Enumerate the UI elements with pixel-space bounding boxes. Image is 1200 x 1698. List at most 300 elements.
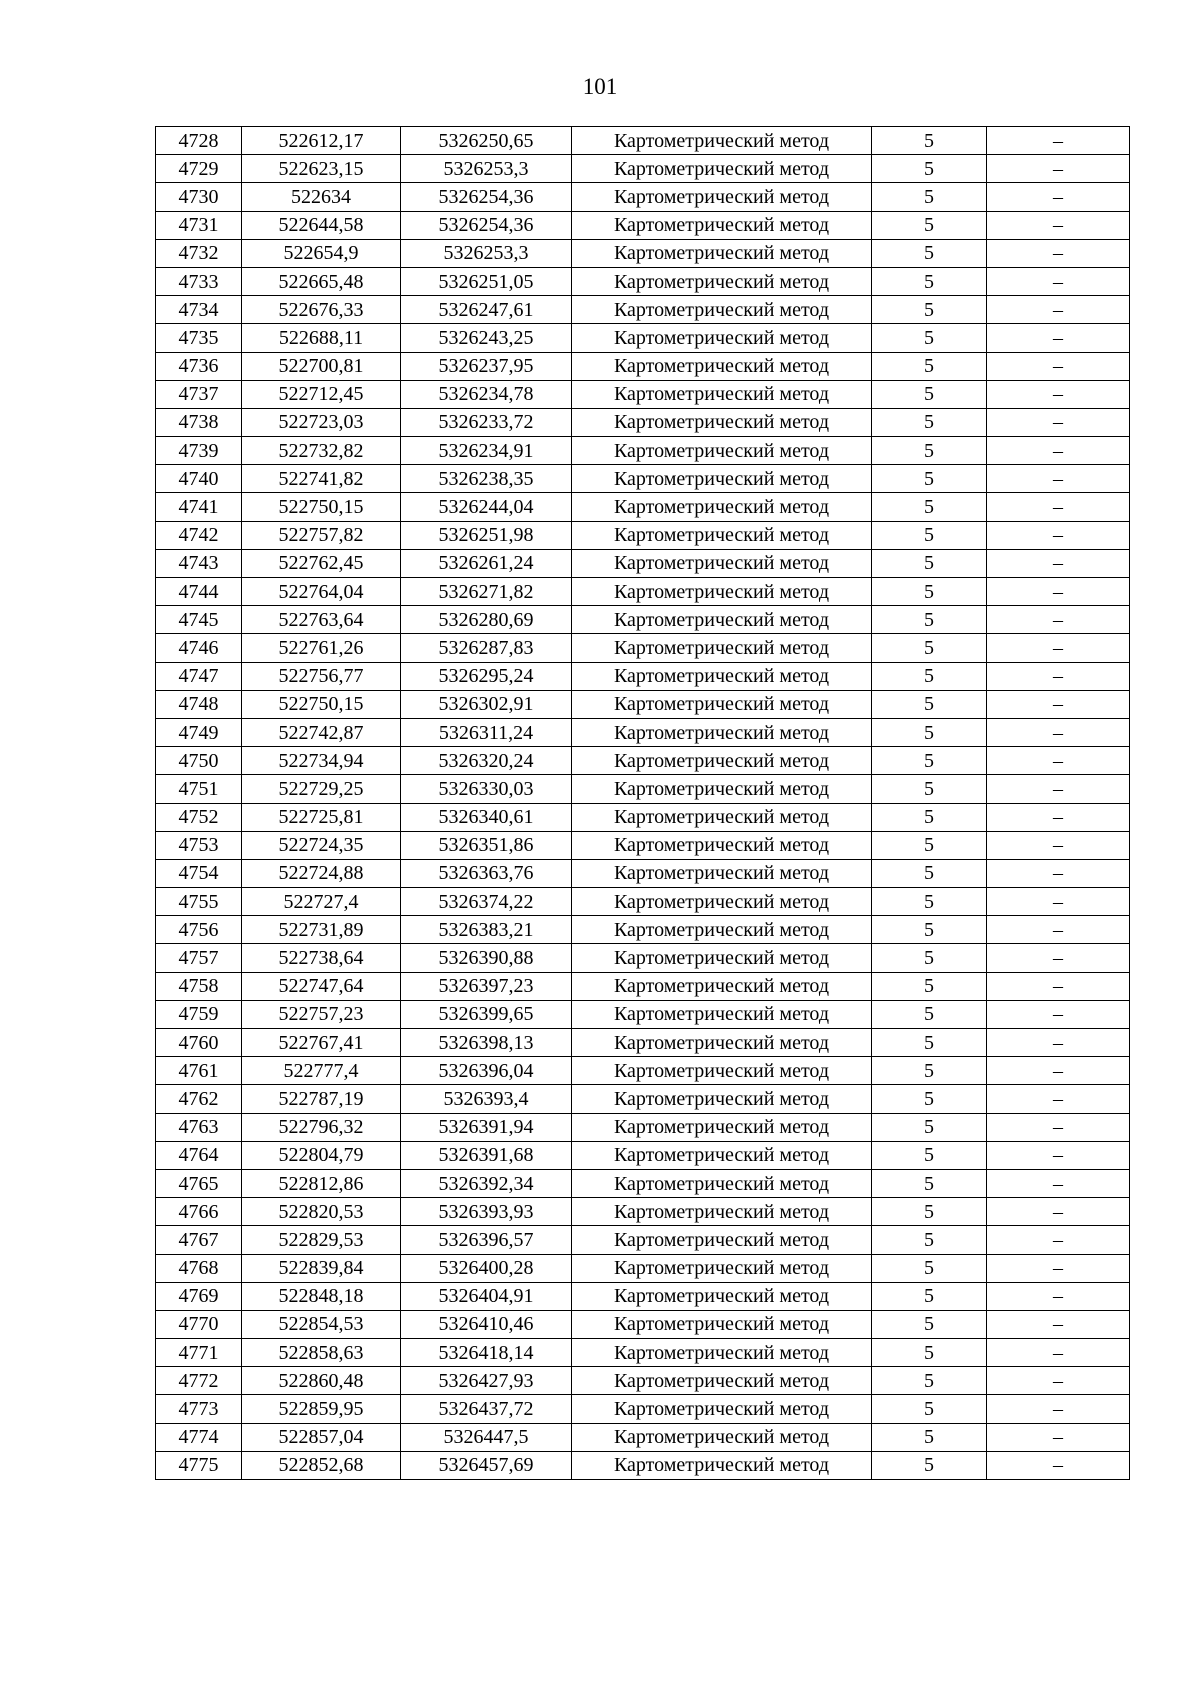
accuracy-cell: 5 xyxy=(872,1029,987,1057)
method-cell: Картометрический метод xyxy=(572,127,872,155)
method-cell: Картометрический метод xyxy=(572,944,872,972)
note-cell: – xyxy=(987,211,1130,239)
point-number-cell: 4747 xyxy=(156,662,242,690)
x-coordinate-cell: 522857,04 xyxy=(242,1423,401,1451)
table-row xyxy=(156,1141,1130,1169)
accuracy-cell: 5 xyxy=(872,1057,987,1085)
y-coordinate-cell: 5326238,35 xyxy=(401,465,572,493)
table-row xyxy=(156,239,1130,267)
table-row xyxy=(156,662,1130,690)
accuracy-cell: 5 xyxy=(872,352,987,380)
accuracy-cell: 5 xyxy=(872,324,987,352)
method-cell: Картометрический метод xyxy=(572,296,872,324)
note-cell: – xyxy=(987,437,1130,465)
table-row xyxy=(156,521,1130,549)
y-coordinate-cell: 5326251,98 xyxy=(401,521,572,549)
table-row xyxy=(156,1226,1130,1254)
note-cell: – xyxy=(987,1226,1130,1254)
y-coordinate-cell: 5326410,46 xyxy=(401,1310,572,1338)
accuracy-cell: 5 xyxy=(872,1339,987,1367)
x-coordinate-cell: 522787,19 xyxy=(242,1085,401,1113)
point-number-cell: 4758 xyxy=(156,972,242,1000)
y-coordinate-cell: 5326261,24 xyxy=(401,549,572,577)
method-cell: Картометрический метод xyxy=(572,1085,872,1113)
table-row xyxy=(156,916,1130,944)
note-cell: – xyxy=(987,1367,1130,1395)
point-number-cell: 4745 xyxy=(156,606,242,634)
point-number-cell: 4749 xyxy=(156,718,242,746)
x-coordinate-cell: 522712,45 xyxy=(242,380,401,408)
y-coordinate-cell: 5326392,34 xyxy=(401,1169,572,1197)
x-coordinate-cell: 522852,68 xyxy=(242,1451,401,1479)
x-coordinate-cell: 522644,58 xyxy=(242,211,401,239)
table-row xyxy=(156,606,1130,634)
method-cell: Картометрический метод xyxy=(572,775,872,803)
x-coordinate-cell: 522665,48 xyxy=(242,267,401,295)
x-coordinate-cell: 522700,81 xyxy=(242,352,401,380)
y-coordinate-cell: 5326418,14 xyxy=(401,1339,572,1367)
x-coordinate-cell: 522764,04 xyxy=(242,578,401,606)
y-coordinate-cell: 5326404,91 xyxy=(401,1282,572,1310)
table-row xyxy=(156,972,1130,1000)
note-cell: – xyxy=(987,155,1130,183)
point-number-cell: 4743 xyxy=(156,549,242,577)
note-cell: – xyxy=(987,1310,1130,1338)
y-coordinate-cell: 5326311,24 xyxy=(401,718,572,746)
point-number-cell: 4762 xyxy=(156,1085,242,1113)
note-cell: – xyxy=(987,183,1130,211)
accuracy-cell: 5 xyxy=(872,521,987,549)
method-cell: Картометрический метод xyxy=(572,1198,872,1226)
method-cell: Картометрический метод xyxy=(572,324,872,352)
x-coordinate-cell: 522796,32 xyxy=(242,1113,401,1141)
point-number-cell: 4736 xyxy=(156,352,242,380)
method-cell: Картометрический метод xyxy=(572,1254,872,1282)
note-cell: – xyxy=(987,718,1130,746)
x-coordinate-cell: 522734,94 xyxy=(242,747,401,775)
method-cell: Картометрический метод xyxy=(572,465,872,493)
y-coordinate-cell: 5326399,65 xyxy=(401,1000,572,1028)
method-cell: Картометрический метод xyxy=(572,1113,872,1141)
x-coordinate-cell: 522724,88 xyxy=(242,859,401,887)
point-number-cell: 4744 xyxy=(156,578,242,606)
accuracy-cell: 5 xyxy=(872,1395,987,1423)
method-cell: Картометрический метод xyxy=(572,972,872,1000)
accuracy-cell: 5 xyxy=(872,183,987,211)
method-cell: Картометрический метод xyxy=(572,1282,872,1310)
accuracy-cell: 5 xyxy=(872,831,987,859)
y-coordinate-cell: 5326234,78 xyxy=(401,380,572,408)
x-coordinate-cell: 522854,53 xyxy=(242,1310,401,1338)
method-cell: Картометрический метод xyxy=(572,1057,872,1085)
y-coordinate-cell: 5326391,68 xyxy=(401,1141,572,1169)
method-cell: Картометрический метод xyxy=(572,803,872,831)
method-cell: Картометрический метод xyxy=(572,1169,872,1197)
x-coordinate-cell: 522731,89 xyxy=(242,916,401,944)
point-number-cell: 4754 xyxy=(156,859,242,887)
method-cell: Картометрический метод xyxy=(572,1367,872,1395)
accuracy-cell: 5 xyxy=(872,1367,987,1395)
x-coordinate-cell: 522860,48 xyxy=(242,1367,401,1395)
note-cell: – xyxy=(987,1057,1130,1085)
method-cell: Картометрический метод xyxy=(572,1029,872,1057)
table-row xyxy=(156,1085,1130,1113)
accuracy-cell: 5 xyxy=(872,775,987,803)
table-row xyxy=(156,1310,1130,1338)
point-number-cell: 4759 xyxy=(156,1000,242,1028)
note-cell: – xyxy=(987,267,1130,295)
accuracy-cell: 5 xyxy=(872,859,987,887)
point-number-cell: 4766 xyxy=(156,1198,242,1226)
accuracy-cell: 5 xyxy=(872,803,987,831)
table-row xyxy=(156,408,1130,436)
method-cell: Картометрический метод xyxy=(572,916,872,944)
point-number-cell: 4774 xyxy=(156,1423,242,1451)
table-row xyxy=(156,211,1130,239)
note-cell: – xyxy=(987,634,1130,662)
point-number-cell: 4753 xyxy=(156,831,242,859)
table-row xyxy=(156,944,1130,972)
table-row xyxy=(156,1339,1130,1367)
table-row xyxy=(156,380,1130,408)
point-number-cell: 4731 xyxy=(156,211,242,239)
x-coordinate-cell: 522858,63 xyxy=(242,1339,401,1367)
accuracy-cell: 5 xyxy=(872,662,987,690)
y-coordinate-cell: 5326234,91 xyxy=(401,437,572,465)
x-coordinate-cell: 522763,64 xyxy=(242,606,401,634)
method-cell: Картометрический метод xyxy=(572,437,872,465)
table-row xyxy=(156,155,1130,183)
x-coordinate-cell: 522804,79 xyxy=(242,1141,401,1169)
table-row xyxy=(156,1198,1130,1226)
x-coordinate-cell: 522820,53 xyxy=(242,1198,401,1226)
method-cell: Картометрический метод xyxy=(572,239,872,267)
y-coordinate-cell: 5326383,21 xyxy=(401,916,572,944)
y-coordinate-cell: 5326302,91 xyxy=(401,690,572,718)
accuracy-cell: 5 xyxy=(872,1113,987,1141)
note-cell: – xyxy=(987,1423,1130,1451)
note-cell: – xyxy=(987,408,1130,436)
accuracy-cell: 5 xyxy=(872,1198,987,1226)
note-cell: – xyxy=(987,578,1130,606)
point-number-cell: 4767 xyxy=(156,1226,242,1254)
y-coordinate-cell: 5326390,88 xyxy=(401,944,572,972)
note-cell: – xyxy=(987,1113,1130,1141)
y-coordinate-cell: 5326400,28 xyxy=(401,1254,572,1282)
method-cell: Картометрический метод xyxy=(572,1310,872,1338)
x-coordinate-cell: 522829,53 xyxy=(242,1226,401,1254)
accuracy-cell: 5 xyxy=(872,1226,987,1254)
table-row xyxy=(156,1169,1130,1197)
table-row xyxy=(156,465,1130,493)
method-cell: Картометрический метод xyxy=(572,662,872,690)
point-number-cell: 4733 xyxy=(156,267,242,295)
note-cell: – xyxy=(987,1282,1130,1310)
note-cell: – xyxy=(987,1169,1130,1197)
point-number-cell: 4732 xyxy=(156,239,242,267)
note-cell: – xyxy=(987,1141,1130,1169)
x-coordinate-cell: 522777,4 xyxy=(242,1057,401,1085)
x-coordinate-cell: 522723,03 xyxy=(242,408,401,436)
table-row xyxy=(156,1000,1130,1028)
method-cell: Картометрический метод xyxy=(572,1339,872,1367)
table-row xyxy=(156,859,1130,887)
method-cell: Картометрический метод xyxy=(572,1423,872,1451)
note-cell: – xyxy=(987,352,1130,380)
point-number-cell: 4748 xyxy=(156,690,242,718)
accuracy-cell: 5 xyxy=(872,296,987,324)
point-number-cell: 4773 xyxy=(156,1395,242,1423)
method-cell: Картометрический метод xyxy=(572,606,872,634)
table-body xyxy=(156,127,1130,1480)
table-row xyxy=(156,352,1130,380)
y-coordinate-cell: 5326393,4 xyxy=(401,1085,572,1113)
note-cell: – xyxy=(987,521,1130,549)
method-cell: Картометрический метод xyxy=(572,267,872,295)
y-coordinate-cell: 5326243,25 xyxy=(401,324,572,352)
method-cell: Картометрический метод xyxy=(572,521,872,549)
note-cell: – xyxy=(987,775,1130,803)
x-coordinate-cell: 522729,25 xyxy=(242,775,401,803)
table-row xyxy=(156,1057,1130,1085)
accuracy-cell: 5 xyxy=(872,916,987,944)
y-coordinate-cell: 5326351,86 xyxy=(401,831,572,859)
point-number-cell: 4740 xyxy=(156,465,242,493)
point-number-cell: 4775 xyxy=(156,1451,242,1479)
method-cell: Картометрический метод xyxy=(572,634,872,662)
accuracy-cell: 5 xyxy=(872,690,987,718)
point-number-cell: 4739 xyxy=(156,437,242,465)
note-cell: – xyxy=(987,1339,1130,1367)
note-cell: – xyxy=(987,239,1130,267)
point-number-cell: 4772 xyxy=(156,1367,242,1395)
method-cell: Картометрический метод xyxy=(572,183,872,211)
table-row xyxy=(156,1451,1130,1479)
accuracy-cell: 5 xyxy=(872,1141,987,1169)
y-coordinate-cell: 5326437,72 xyxy=(401,1395,572,1423)
method-cell: Картометрический метод xyxy=(572,352,872,380)
table-row xyxy=(156,324,1130,352)
y-coordinate-cell: 5326447,5 xyxy=(401,1423,572,1451)
accuracy-cell: 5 xyxy=(872,380,987,408)
table-row xyxy=(156,718,1130,746)
table-row xyxy=(156,1395,1130,1423)
y-coordinate-cell: 5326340,61 xyxy=(401,803,572,831)
note-cell: – xyxy=(987,549,1130,577)
point-number-cell: 4756 xyxy=(156,916,242,944)
y-coordinate-cell: 5326247,61 xyxy=(401,296,572,324)
method-cell: Картометрический метод xyxy=(572,690,872,718)
y-coordinate-cell: 5326391,94 xyxy=(401,1113,572,1141)
accuracy-cell: 5 xyxy=(872,127,987,155)
method-cell: Картометрический метод xyxy=(572,831,872,859)
table-row xyxy=(156,888,1130,916)
y-coordinate-cell: 5326244,04 xyxy=(401,493,572,521)
x-coordinate-cell: 522634 xyxy=(242,183,401,211)
note-cell: – xyxy=(987,662,1130,690)
note-cell: – xyxy=(987,888,1130,916)
point-number-cell: 4768 xyxy=(156,1254,242,1282)
note-cell: – xyxy=(987,1000,1130,1028)
accuracy-cell: 5 xyxy=(872,634,987,662)
table-row xyxy=(156,296,1130,324)
point-number-cell: 4757 xyxy=(156,944,242,972)
note-cell: – xyxy=(987,944,1130,972)
x-coordinate-cell: 522767,41 xyxy=(242,1029,401,1057)
note-cell: – xyxy=(987,916,1130,944)
point-number-cell: 4764 xyxy=(156,1141,242,1169)
table-row xyxy=(156,493,1130,521)
x-coordinate-cell: 522623,15 xyxy=(242,155,401,183)
note-cell: – xyxy=(987,1085,1130,1113)
point-number-cell: 4750 xyxy=(156,747,242,775)
point-number-cell: 4771 xyxy=(156,1339,242,1367)
point-number-cell: 4735 xyxy=(156,324,242,352)
table-row xyxy=(156,1423,1130,1451)
point-number-cell: 4734 xyxy=(156,296,242,324)
x-coordinate-cell: 522756,77 xyxy=(242,662,401,690)
table-row xyxy=(156,803,1130,831)
x-coordinate-cell: 522612,17 xyxy=(242,127,401,155)
accuracy-cell: 5 xyxy=(872,578,987,606)
note-cell: – xyxy=(987,831,1130,859)
method-cell: Картометрический метод xyxy=(572,408,872,436)
method-cell: Картометрический метод xyxy=(572,155,872,183)
point-number-cell: 4765 xyxy=(156,1169,242,1197)
method-cell: Картометрический метод xyxy=(572,578,872,606)
accuracy-cell: 5 xyxy=(872,1085,987,1113)
accuracy-cell: 5 xyxy=(872,972,987,1000)
y-coordinate-cell: 5326250,65 xyxy=(401,127,572,155)
table-row xyxy=(156,578,1130,606)
x-coordinate-cell: 522839,84 xyxy=(242,1254,401,1282)
y-coordinate-cell: 5326363,76 xyxy=(401,859,572,887)
method-cell: Картометрический метод xyxy=(572,549,872,577)
table-row xyxy=(156,690,1130,718)
method-cell: Картометрический метод xyxy=(572,380,872,408)
accuracy-cell: 5 xyxy=(872,211,987,239)
table-row xyxy=(156,267,1130,295)
method-cell: Картометрический метод xyxy=(572,1000,872,1028)
method-cell: Картометрический метод xyxy=(572,1451,872,1479)
accuracy-cell: 5 xyxy=(872,888,987,916)
note-cell: – xyxy=(987,690,1130,718)
y-coordinate-cell: 5326251,05 xyxy=(401,267,572,295)
note-cell: – xyxy=(987,1395,1130,1423)
method-cell: Картометрический метод xyxy=(572,493,872,521)
accuracy-cell: 5 xyxy=(872,267,987,295)
method-cell: Картометрический метод xyxy=(572,211,872,239)
note-cell: – xyxy=(987,465,1130,493)
accuracy-cell: 5 xyxy=(872,549,987,577)
x-coordinate-cell: 522654,9 xyxy=(242,239,401,267)
x-coordinate-cell: 522741,82 xyxy=(242,465,401,493)
y-coordinate-cell: 5326427,93 xyxy=(401,1367,572,1395)
y-coordinate-cell: 5326396,57 xyxy=(401,1226,572,1254)
accuracy-cell: 5 xyxy=(872,1169,987,1197)
x-coordinate-cell: 522762,45 xyxy=(242,549,401,577)
note-cell: – xyxy=(987,606,1130,634)
page-number: 101 xyxy=(582,74,618,99)
point-number-cell: 4770 xyxy=(156,1310,242,1338)
accuracy-cell: 5 xyxy=(872,606,987,634)
method-cell: Картометрический метод xyxy=(572,859,872,887)
point-number-cell: 4763 xyxy=(156,1113,242,1141)
method-cell: Картометрический метод xyxy=(572,888,872,916)
y-coordinate-cell: 5326253,3 xyxy=(401,155,572,183)
table-row xyxy=(156,1029,1130,1057)
y-coordinate-cell: 5326254,36 xyxy=(401,183,572,211)
accuracy-cell: 5 xyxy=(872,493,987,521)
table-row xyxy=(156,831,1130,859)
point-number-cell: 4738 xyxy=(156,408,242,436)
note-cell: – xyxy=(987,747,1130,775)
accuracy-cell: 5 xyxy=(872,437,987,465)
coordinates-table xyxy=(155,126,1130,1480)
accuracy-cell: 5 xyxy=(872,155,987,183)
point-number-cell: 4761 xyxy=(156,1057,242,1085)
note-cell: – xyxy=(987,803,1130,831)
table-row xyxy=(156,1113,1130,1141)
x-coordinate-cell: 522742,87 xyxy=(242,718,401,746)
note-cell: – xyxy=(987,972,1130,1000)
table-row xyxy=(156,127,1130,155)
y-coordinate-cell: 5326396,04 xyxy=(401,1057,572,1085)
point-number-cell: 4755 xyxy=(156,888,242,916)
y-coordinate-cell: 5326330,03 xyxy=(401,775,572,803)
x-coordinate-cell: 522848,18 xyxy=(242,1282,401,1310)
accuracy-cell: 5 xyxy=(872,747,987,775)
accuracy-cell: 5 xyxy=(872,1451,987,1479)
point-number-cell: 4741 xyxy=(156,493,242,521)
table-row xyxy=(156,1282,1130,1310)
accuracy-cell: 5 xyxy=(872,408,987,436)
note-cell: – xyxy=(987,127,1130,155)
table-row xyxy=(156,1254,1130,1282)
table-row xyxy=(156,437,1130,465)
accuracy-cell: 5 xyxy=(872,1310,987,1338)
point-number-cell: 4728 xyxy=(156,127,242,155)
point-number-cell: 4729 xyxy=(156,155,242,183)
point-number-cell: 4746 xyxy=(156,634,242,662)
note-cell: – xyxy=(987,859,1130,887)
point-number-cell: 4769 xyxy=(156,1282,242,1310)
y-coordinate-cell: 5326320,24 xyxy=(401,747,572,775)
accuracy-cell: 5 xyxy=(872,718,987,746)
x-coordinate-cell: 522750,15 xyxy=(242,493,401,521)
point-number-cell: 4742 xyxy=(156,521,242,549)
x-coordinate-cell: 522727,4 xyxy=(242,888,401,916)
method-cell: Картометрический метод xyxy=(572,1141,872,1169)
accuracy-cell: 5 xyxy=(872,1000,987,1028)
x-coordinate-cell: 522738,64 xyxy=(242,944,401,972)
accuracy-cell: 5 xyxy=(872,1423,987,1451)
x-coordinate-cell: 522812,86 xyxy=(242,1169,401,1197)
table-row xyxy=(156,747,1130,775)
x-coordinate-cell: 522761,26 xyxy=(242,634,401,662)
x-coordinate-cell: 522732,82 xyxy=(242,437,401,465)
y-coordinate-cell: 5326254,36 xyxy=(401,211,572,239)
y-coordinate-cell: 5326295,24 xyxy=(401,662,572,690)
accuracy-cell: 5 xyxy=(872,465,987,493)
note-cell: – xyxy=(987,296,1130,324)
table-row xyxy=(156,634,1130,662)
note-cell: – xyxy=(987,1254,1130,1282)
method-cell: Картометрический метод xyxy=(572,718,872,746)
x-coordinate-cell: 522757,82 xyxy=(242,521,401,549)
point-number-cell: 4737 xyxy=(156,380,242,408)
method-cell: Картометрический метод xyxy=(572,747,872,775)
